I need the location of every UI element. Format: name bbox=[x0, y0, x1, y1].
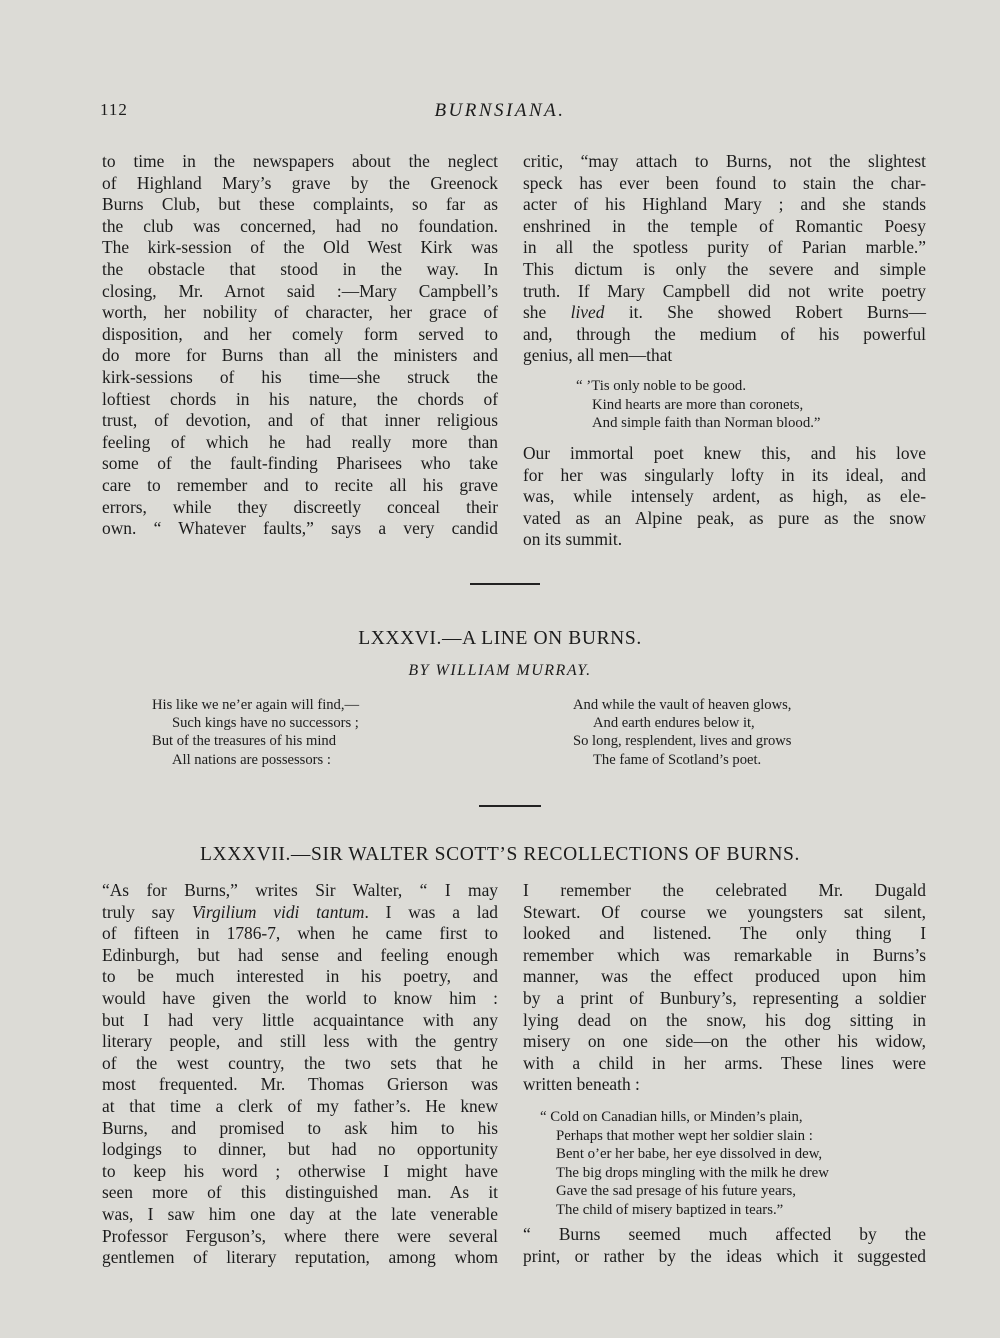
verse-line: “ Cold on Canadian hills, or Minden’s plain, bbox=[540, 1109, 803, 1125]
text-line: most frequented. Mr. Thomas Grierson was bbox=[102, 1074, 498, 1095]
text-line: feeling of which he had really more than bbox=[102, 431, 498, 452]
text-line: genius, all men—that bbox=[523, 345, 673, 366]
text-line: misery on one side—on the other his widow, bbox=[523, 1031, 926, 1052]
verse-line: The child of misery baptized in tears.” bbox=[556, 1201, 784, 1218]
text-line: I remember the celebrated Mr. Dugald bbox=[523, 880, 926, 900]
text-line: lodgings to dinner, but had no opportunity bbox=[102, 1139, 498, 1160]
text-line: was, while intensely ardent, as high, as ele- bbox=[523, 486, 926, 507]
text-line: loftiest chords in his nature, the chords of bbox=[102, 388, 498, 409]
text-line: kirk-sessions of his time—she struck the bbox=[102, 366, 498, 387]
verse-line: Kind hearts are more than coronets, bbox=[592, 396, 804, 413]
text-line: “As for Burns,” writes Sir Walter, “ I may bbox=[102, 880, 498, 900]
text-line: literary people, and still less with the gentry bbox=[102, 1031, 498, 1052]
verse-line: So long, resplendent, lives and grows bbox=[573, 733, 792, 750]
bunbury-print-verse bbox=[540, 1108, 829, 1220]
text-line: at that time a clerk of my father’s. He knew bbox=[102, 1095, 498, 1116]
text-line: by a print of Bunbury’s, representing a soldier bbox=[523, 987, 926, 1008]
text-line: critic, “may attach to Burns, not the slightest bbox=[523, 151, 926, 171]
text-line: Professor Ferguson’s, where there were several bbox=[102, 1225, 498, 1246]
text-line: Edinburgh, but had sense and feeling enough bbox=[102, 944, 498, 965]
text-line: she lived it. She showed Robert Burns— bbox=[523, 302, 926, 323]
tennyson-quote bbox=[576, 377, 821, 433]
text-line: to time in the newspapers about the neglect bbox=[102, 151, 498, 171]
text-line: truth. If Mary Campbell did not write poetry bbox=[523, 280, 926, 301]
upper-left-column bbox=[102, 151, 498, 540]
text-line: would have given the world to know him : bbox=[102, 987, 498, 1008]
text-line: seen more of this distinguished man. As it bbox=[102, 1182, 498, 1203]
text-line: to keep his word ; otherwise I might have bbox=[102, 1160, 498, 1181]
verse-line: The big drops mingling with the milk he drew bbox=[556, 1164, 829, 1181]
text-line: gentlemen of literary reputation, among whom bbox=[102, 1247, 498, 1268]
lower-right-column bbox=[523, 880, 926, 1096]
poem-left-stanza bbox=[152, 696, 359, 769]
section-87-title: LXXXVII.—SIR WALTER SCOTT’S RECOLLECTIONS OF BURNS. bbox=[200, 844, 800, 865]
text-line: on its summit. bbox=[523, 529, 623, 550]
text-line: to be much interested in his poetry, and bbox=[102, 966, 498, 987]
text-line: lying dead on the snow, his dog sitting in bbox=[523, 1009, 926, 1030]
verse-line: All nations are possessors : bbox=[172, 751, 331, 768]
text-line: vated as an Alpine peak, as pure as the snow bbox=[523, 507, 926, 528]
text-line: care to remember and to recite all his grave bbox=[102, 474, 498, 495]
text-line: Our immortal poet knew this, and his love bbox=[523, 443, 926, 463]
text-line: the club was concerned, had no foundation. bbox=[102, 215, 498, 236]
text-line: of Highland Mary’s grave by the Greenock bbox=[102, 172, 498, 193]
verse-line: And earth endures below it, bbox=[593, 715, 755, 732]
text-line: remember which was remarkable in Burns’s bbox=[523, 944, 926, 965]
text-line: “ Burns seemed much affected by the bbox=[523, 1224, 926, 1244]
section-divider bbox=[470, 583, 540, 585]
lower-right-column-continued bbox=[523, 1224, 926, 1267]
verse-line: Such kings have no successors ; bbox=[172, 715, 359, 732]
running-title: BURNSIANA. bbox=[434, 100, 566, 121]
text-line: and, through the medium of his powerful bbox=[523, 323, 926, 344]
text-line: the obstacle that stood in the way. In bbox=[102, 258, 498, 279]
poem-right-stanza bbox=[573, 696, 791, 769]
verse-line: Bent o’er her babe, her eye dissolved in dew, bbox=[556, 1146, 823, 1163]
text-line: disposition, and her comely form served to bbox=[102, 323, 498, 344]
section-86-title: LXXXVI.—A LINE ON BURNS. bbox=[358, 628, 642, 649]
text-line: The kirk-session of the Old West Kirk was bbox=[102, 237, 498, 258]
text-line: own. “ Whatever faults,” says a very candid bbox=[102, 518, 498, 539]
upper-right-column bbox=[523, 151, 926, 367]
text-line: trust, of devotion, and of that inner religious bbox=[102, 410, 498, 431]
text-line: print, or rather by the ideas which it suggested bbox=[523, 1245, 926, 1266]
text-line: truly say Virgilium vidi tantum. I was a lad bbox=[102, 901, 498, 922]
text-line: in all the spotless purity of Parian marble.” bbox=[523, 237, 926, 258]
text-line: Burns Club, but these complaints, so far as bbox=[102, 194, 498, 215]
section-divider bbox=[479, 805, 541, 807]
lower-left-column bbox=[102, 880, 498, 1269]
text-line: errors, while they discreetly conceal their bbox=[102, 496, 498, 517]
text-line: some of the fault-finding Pharisees who take bbox=[102, 453, 498, 474]
text-line: but I had very little acquaintance with any bbox=[102, 1009, 498, 1030]
verse-line: Perhaps that mother wept her soldier slain : bbox=[556, 1127, 813, 1144]
verse-line: But of the treasures of his mind bbox=[152, 733, 337, 750]
page-number: 112 bbox=[100, 100, 128, 119]
text-line: with a child in her arms. These lines were bbox=[523, 1052, 926, 1073]
text-line: closing, Mr. Arnot said :—Mary Campbell’s bbox=[102, 280, 498, 301]
text-line: do more for Burns than all the ministers and bbox=[102, 345, 498, 366]
text-line: written beneath : bbox=[523, 1074, 640, 1095]
verse-line: And while the vault of heaven glows, bbox=[573, 697, 792, 713]
text-line: acter of his Highland Mary ; and she stands bbox=[523, 194, 926, 215]
text-line: manner, was the effect produced upon him bbox=[523, 966, 926, 987]
verse-line: The fame of Scotland’s poet. bbox=[593, 751, 762, 768]
text-line: of fifteen in 1786-7, when he came first to bbox=[102, 923, 498, 944]
text-line: This dictum is only the severe and simple bbox=[523, 258, 926, 279]
text-line: speck has ever been found to stain the char- bbox=[523, 172, 926, 193]
text-line: of the west country, the two sets that he bbox=[102, 1052, 498, 1073]
verse-line: Gave the sad presage of his future years, bbox=[556, 1183, 796, 1200]
verse-line: “ ’Tis only noble to be good. bbox=[576, 378, 747, 394]
verse-line: And simple faith than Norman blood.” bbox=[592, 415, 821, 432]
text-line: Stewart. Of course we youngsters sat silent, bbox=[523, 901, 926, 922]
upper-right-column-continued bbox=[523, 443, 926, 551]
text-line: was, I saw him one day at the late venerable bbox=[102, 1203, 498, 1224]
text-line: Burns, and promised to ask him to his bbox=[102, 1117, 498, 1138]
text-line: for her was singularly lofty in its ideal, and bbox=[523, 464, 926, 485]
verse-line: His like we ne’er again will find,— bbox=[152, 697, 360, 713]
text-line: enshrined in the temple of Romantic Poesy bbox=[523, 215, 926, 236]
text-line: looked and listened. The only thing I bbox=[523, 923, 926, 944]
section-86-byline: BY WILLIAM MURRAY. bbox=[408, 662, 592, 679]
text-line: worth, her nobility of character, her grace of bbox=[102, 302, 498, 323]
